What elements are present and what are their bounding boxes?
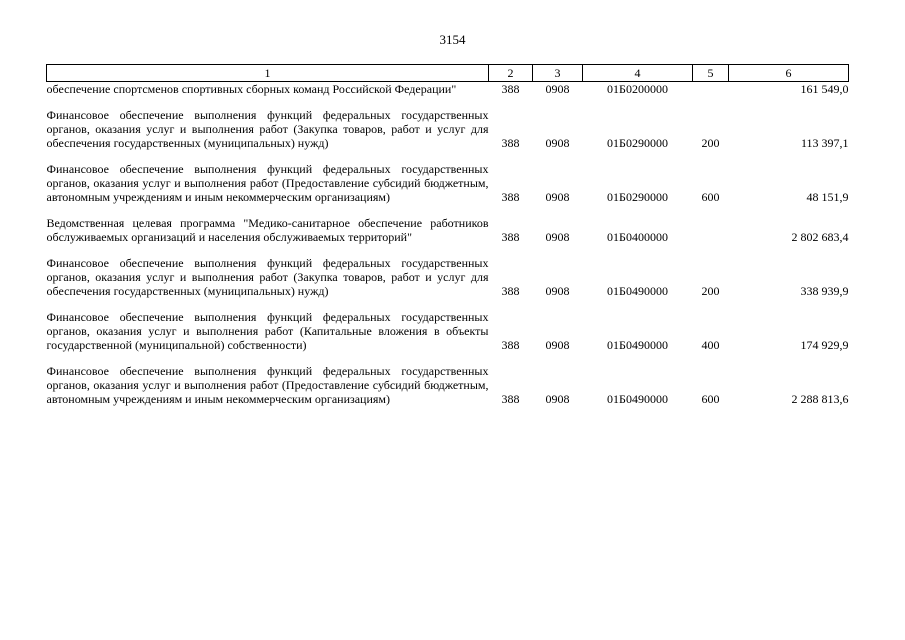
row-code-4: 01Б0490000 <box>607 338 668 352</box>
row-description: Финансовое обеспечение выполнения функций федеральных государственных органов, оказания услуг и выполнения работ (Закупка товаров, работ и услуг для обеспечения государственных (муниципальных) нужд) <box>46 108 489 150</box>
row-code-3: 0908 <box>545 230 570 244</box>
table-row <box>47 364 849 406</box>
row-spacer <box>47 96 849 108</box>
row-code-2: 388 <box>501 338 520 352</box>
table-row <box>47 82 849 97</box>
row-code-5: 600 <box>701 190 720 204</box>
budget-table <box>46 64 849 406</box>
row-description: Финансовое обеспечение выполнения функций федеральных государственных органов, оказания услуг и выполнения работ (Предоставление субсидий бюджетным, автономным учреждениям и иным некоммерческим организациям) <box>46 162 489 204</box>
row-code-2: 388 <box>501 230 520 244</box>
row-code-2: 388 <box>501 392 520 406</box>
row-code-2: 388 <box>501 136 520 150</box>
row-code-5: 200 <box>701 284 720 298</box>
row-amount: 2 802 683,4 <box>791 230 849 244</box>
row-code-3: 0908 <box>545 82 570 96</box>
row-code-3: 0908 <box>545 136 570 150</box>
row-spacer <box>47 150 849 162</box>
table-row <box>47 108 849 150</box>
col-header-1: 1 <box>47 65 489 82</box>
row-code-4: 01Б0290000 <box>607 190 668 204</box>
row-code-3: 0908 <box>545 392 570 406</box>
row-amount: 174 929,9 <box>800 338 849 352</box>
col-header-6: 6 <box>729 65 849 82</box>
row-amount: 161 549,0 <box>800 82 849 96</box>
row-description: Ведомственная целевая программа "Медико-санитарное обеспечение работников обслуживаемых организаций и населения обслуживаемых территорий" <box>46 216 489 244</box>
col-header-5: 5 <box>693 65 729 82</box>
row-code-3: 0908 <box>545 190 570 204</box>
row-spacer <box>47 244 849 256</box>
row-description: Финансовое обеспечение выполнения функций федеральных государственных органов, оказания услуг и выполнения работ (Закупка товаров, работ и услуг для обеспечения государственных (муниципальных) нужд) <box>46 256 489 298</box>
table-row <box>47 310 849 352</box>
row-description: Финансовое обеспечение выполнения функций федеральных государственных органов, оказания услуг и выполнения работ (Предоставление субсидий бюджетным, автономным учреждениям и иным некоммерческим организациям) <box>46 364 489 406</box>
row-spacer <box>47 298 849 310</box>
row-spacer <box>47 204 849 216</box>
row-spacer <box>47 352 849 364</box>
row-code-4: 01Б0490000 <box>607 392 668 406</box>
row-code-5: 400 <box>701 338 720 352</box>
row-code-3: 0908 <box>545 338 570 352</box>
col-header-4: 4 <box>583 65 693 82</box>
table-row <box>47 256 849 298</box>
row-code-4: 01Б0400000 <box>607 230 668 244</box>
table-row <box>47 216 849 244</box>
row-description: обеспечение спортсменов спортивных сборных команд Российской Федерации" <box>46 82 457 96</box>
row-code-4: 01Б0290000 <box>607 136 668 150</box>
col-header-3: 3 <box>533 65 583 82</box>
row-code-5: 200 <box>701 136 720 150</box>
row-code-4: 01Б0200000 <box>607 82 668 96</box>
row-code-2: 388 <box>501 284 520 298</box>
col-header-2: 2 <box>489 65 533 82</box>
page-number: 3154 <box>439 32 466 47</box>
row-code-2: 388 <box>501 190 520 204</box>
row-code-5 <box>693 82 729 97</box>
row-code-5: 600 <box>701 392 720 406</box>
row-code-2: 388 <box>501 82 520 96</box>
row-code-4: 01Б0490000 <box>607 284 668 298</box>
row-amount: 48 151,9 <box>806 190 849 204</box>
row-amount: 2 288 813,6 <box>791 392 849 406</box>
table-row <box>47 162 849 204</box>
row-amount: 113 397,1 <box>800 136 849 150</box>
header-row <box>47 65 849 82</box>
row-code-3: 0908 <box>545 284 570 298</box>
row-code-5 <box>693 216 729 244</box>
row-description: Финансовое обеспечение выполнения функций федеральных государственных органов, оказания услуг и выполнения работ (Капитальные вложения в объекты государственной (муниципальной) собственности) <box>46 310 489 352</box>
row-amount: 338 939,9 <box>800 284 849 298</box>
